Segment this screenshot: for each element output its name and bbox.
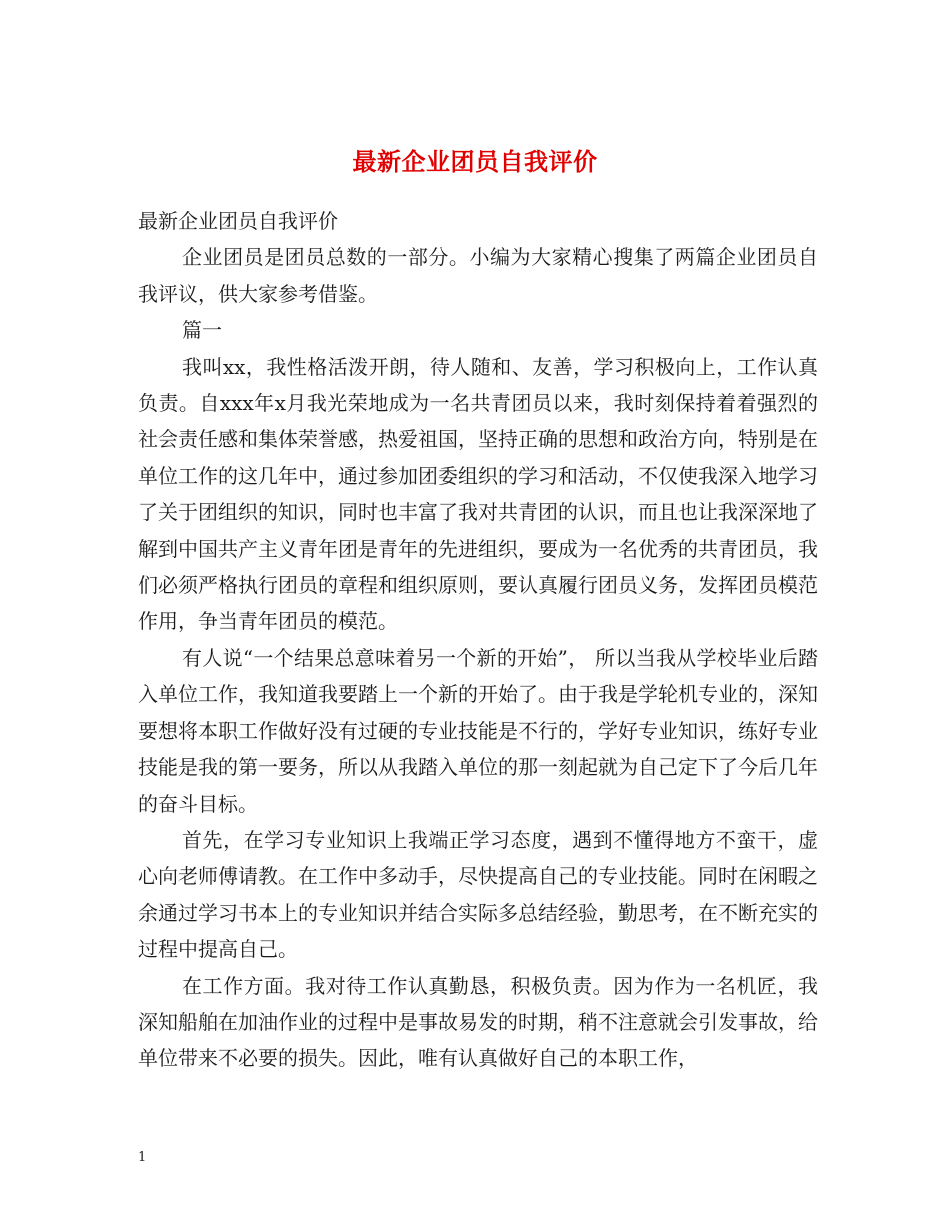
document-body <box>138 203 818 1077</box>
paragraph: 最新企业团员自我评价 <box>138 209 338 233</box>
paragraph: 在工作方面。我对待工作认真勤恳，积极负责。因为作为一名机匠，我深知船舶在加油作业的过程中是事故易发的时期，稍不注意就会引发事故，给单位带来不必要的损失。因此，唯有认真做好自己的本职工作， <box>138 973 818 1071</box>
paragraph: 有人说“一个结果总意味着另一个新的开始”， 所以当我从学校毕业后踏入单位工作，我知道我要踏上一个新的开始了。由于我是学轮机专业的，深知要想将本职工作做好没有过硬的专业技能是不行的，学好专业知识，练好专业技能是我的第一要务，所以从我踏入单位的那一刻起就为自己定下了今后几年的奋斗目标。 <box>138 645 818 816</box>
page-number: 1 <box>138 1150 147 1165</box>
paragraph: 我叫xx，我性格活泼开朗，待人随和、友善，学习积极向上，工作认真负责。自xxx年x月我光荣地成为一名共青团员以来，我时刻保持着着强烈的社会责任感和集体荣誉感，热爱祖国，坚持正确的思想和政治方向，特别是在单位工作的这几年中，通过参加团委组织的学习和活动，不仅使我深入地学习了关于团组织的知识，同时也丰富了我对共青团的认识，而且也让我深深地了解到中国共产主义青年团是青年的先进组织，要成为一名优秀的共青团员，我们必须严格执行团员的章程和组织原则，要认真履行团员义务，发挥团员模范作用，争当青年团员的模范。 <box>138 354 818 634</box>
section-heading: 篇一 <box>182 318 222 343</box>
paragraph: 首先，在学习专业知识上我端正学习态度，遇到不懂得地方不蛮干，虚心向老师傅请教。在工作中多动手，尽快提高自己的专业技能。同时在闲暇之余通过学习书本上的专业知识并结合实际多总结经验，勤思考，在不断充实的过程中提高自己。 <box>138 827 818 962</box>
document-title: 最新企业团员自我评价 <box>352 147 598 177</box>
paragraph: 企业团员是团员总数的一部分。小编为大家精心搜集了两篇企业团员自我评议，供大家参考借鉴。 <box>138 245 818 306</box>
